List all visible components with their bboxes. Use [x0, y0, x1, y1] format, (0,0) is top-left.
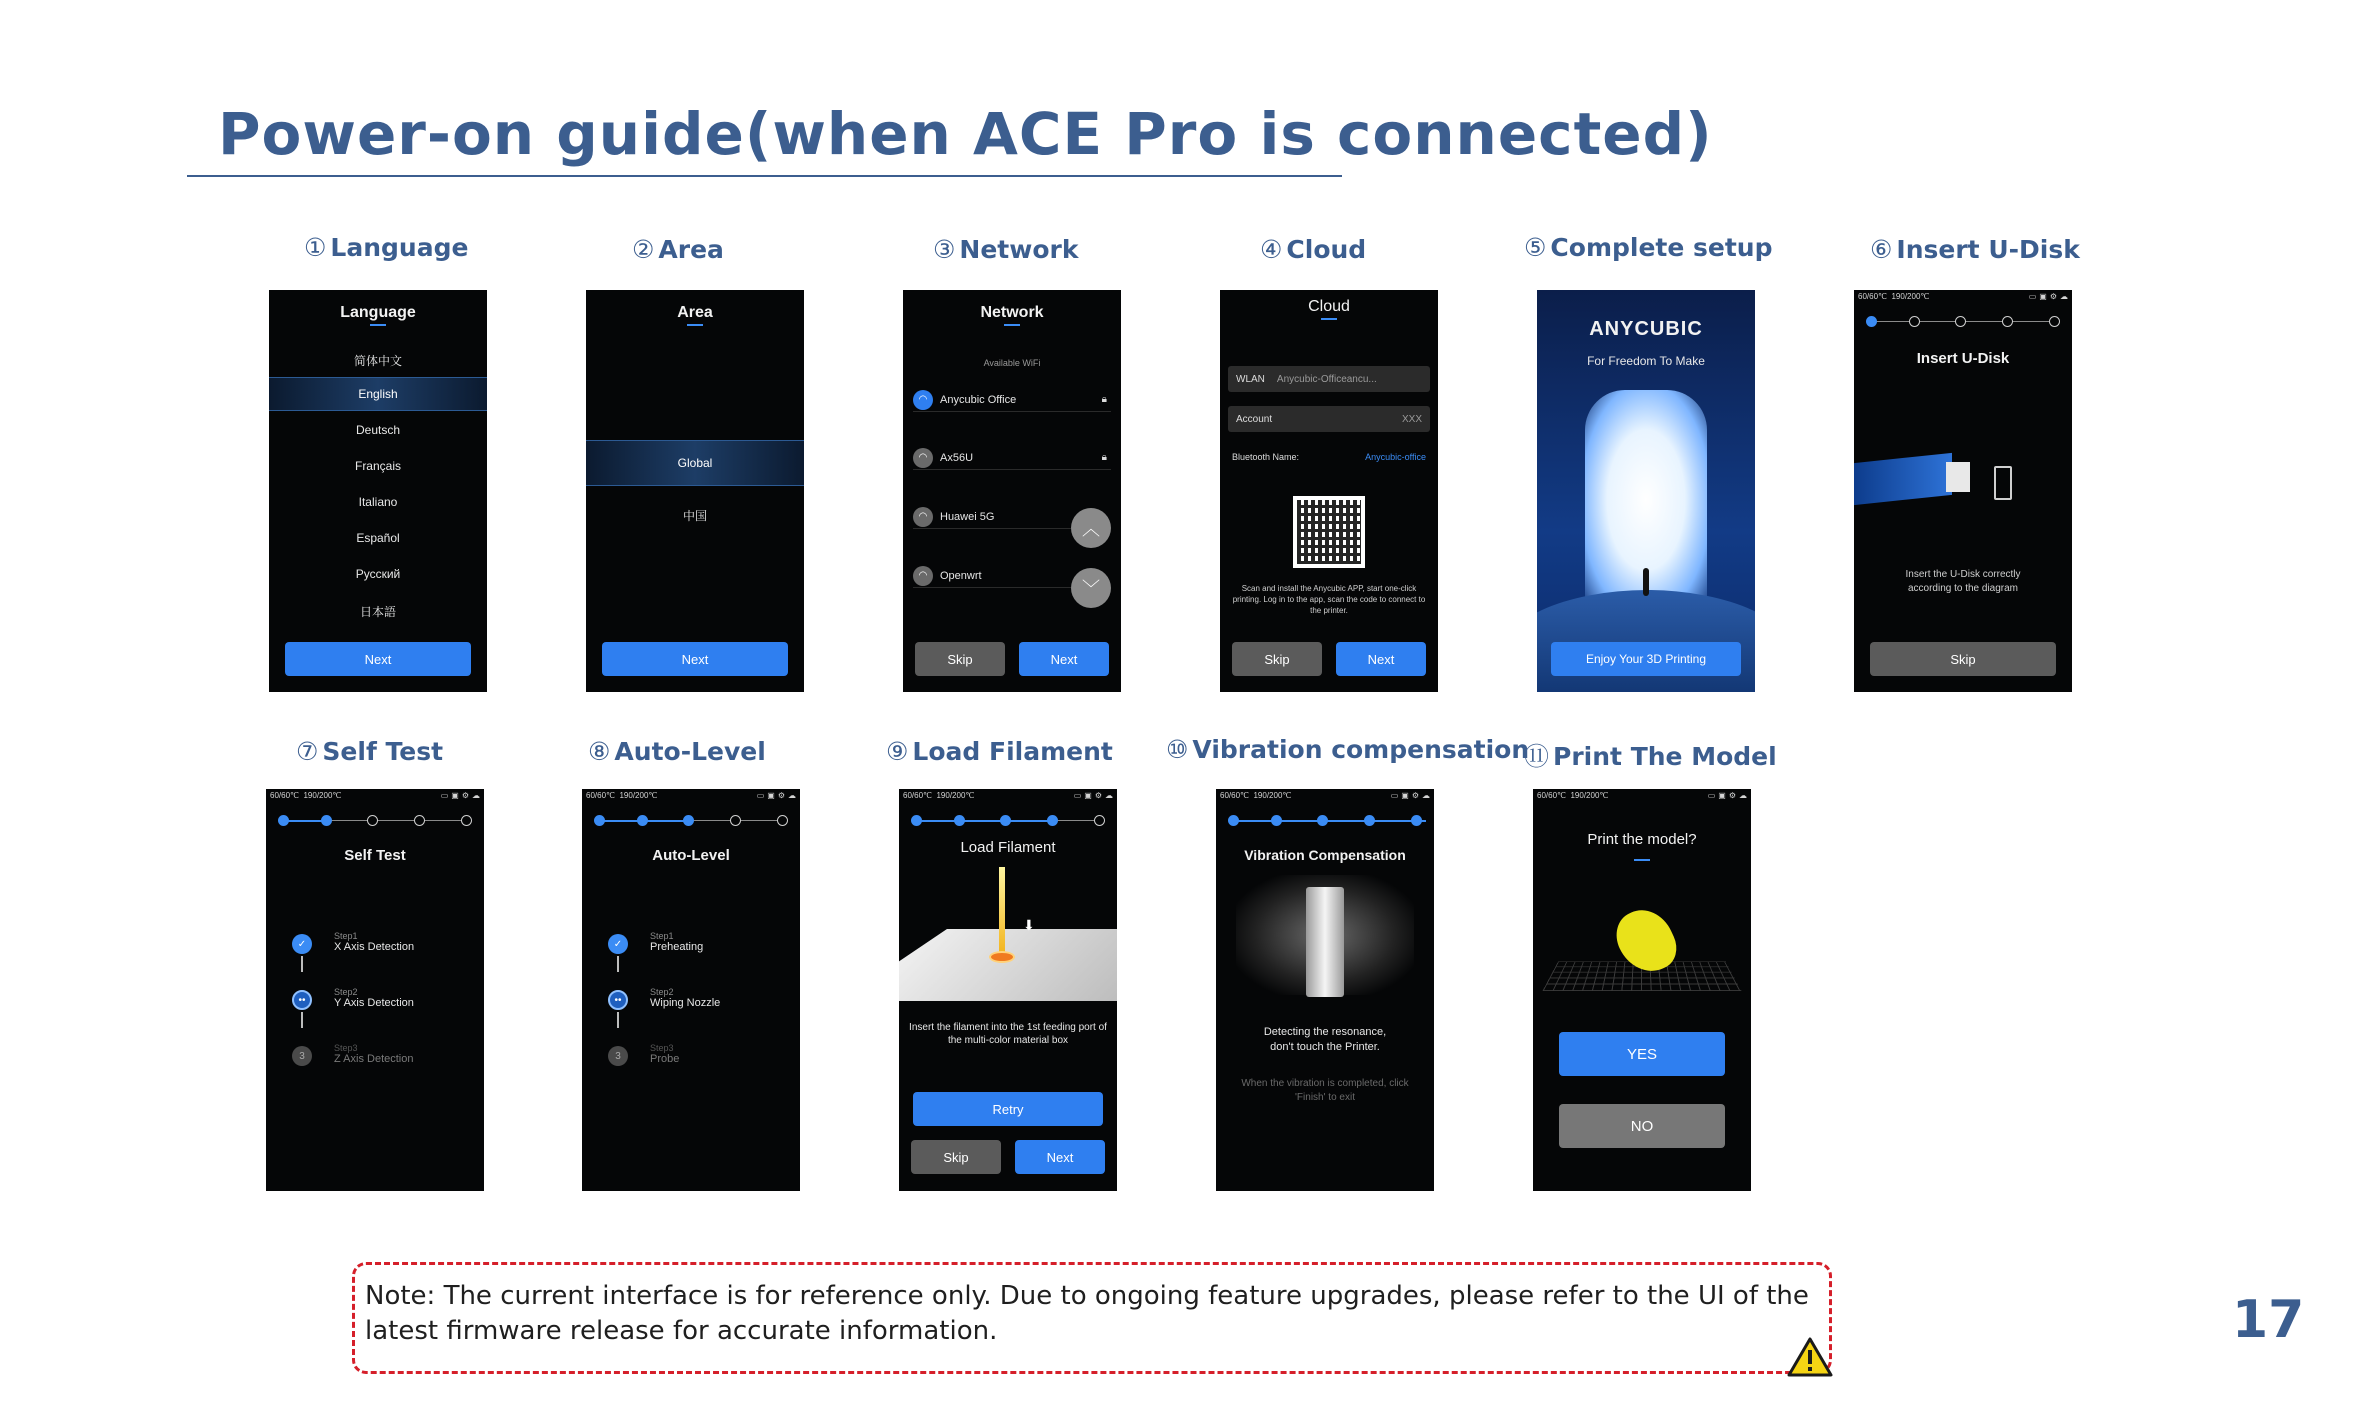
wifi-icon: ◠ [913, 448, 933, 468]
status-bar: 60/60℃ 190/200℃ ▭ ▣ ⚙ ☁ [1858, 292, 2068, 301]
udisk-hint: Insert the U-Disk correctly according to the diagram [1905, 569, 2021, 594]
screen-complete-setup [1537, 290, 1755, 692]
status-bar: 60/60℃ 190/200℃ ▭ ▣ ⚙ ☁ [903, 791, 1113, 800]
setup-progress [278, 815, 472, 827]
step-label-area: ② Area [632, 235, 724, 264]
splash-hill [1537, 590, 1755, 692]
cloud-instructions: Scan and install the Anycubic APP, start one-click printing. Log in to the app, scan the code to connect to the printer. [1232, 584, 1426, 615]
screen-title: Print the model? [1587, 831, 1697, 848]
status-bar: 60/60℃ 190/200℃ ▭ ▣ ⚙ ☁ [586, 791, 796, 800]
screen-title: Self Test [344, 847, 406, 864]
qr-code [1293, 496, 1365, 568]
step-connector [301, 956, 303, 972]
arrow-down-icon: ⬇ [1023, 917, 1035, 933]
setup-progress [1866, 316, 2060, 328]
in-progress-icon: •• [608, 990, 628, 1010]
setup-progress [594, 815, 788, 827]
skip-button[interactable]: Skip [915, 642, 1005, 676]
next-button[interactable]: Next [602, 642, 788, 676]
step-label-language: ① Language [304, 233, 469, 262]
screen-load-filament [899, 789, 1117, 1191]
account-field[interactable]: Account XXX [1228, 406, 1430, 432]
yes-button[interactable]: YES [1559, 1032, 1725, 1076]
skip-button[interactable]: Skip [1870, 642, 2056, 676]
title-underline [1004, 324, 1020, 326]
filament-hint: Insert the filament into the 1st feeding port of the multi-color material box [909, 1022, 1107, 1046]
self-test-step: Step3 Z Axis Detection [334, 1043, 414, 1065]
language-option[interactable]: Italiano [358, 495, 398, 509]
lock-icon: 🔒︎ [1101, 452, 1107, 463]
wifi-item[interactable] [913, 446, 1111, 470]
self-test-step: Step2 Y Axis Detection [334, 987, 414, 1009]
auto-level-step: Step1 Preheating [650, 931, 704, 953]
scroll-down-button[interactable]: ﹀ [1071, 568, 1111, 608]
lock-icon: 🔒︎ [1101, 394, 1107, 405]
wifi-item[interactable] [913, 505, 1071, 529]
next-button[interactable]: Next [1336, 642, 1426, 676]
screen-title: Area [677, 304, 713, 321]
wifi-icon: ◠ [913, 390, 933, 410]
vibration-hint-secondary: When the vibration is completed, click 'Finish' to exit [1241, 1078, 1409, 1103]
printer-head-illustration [1306, 887, 1344, 997]
usb-port [1994, 466, 2012, 500]
filament-strand [999, 867, 1005, 957]
step-label-self-test: ⑦ Self Test [296, 737, 444, 766]
wlan-field[interactable]: WLAN Anycubic-Officeancu... [1228, 366, 1430, 392]
step-label-cloud: ④ Cloud [1260, 235, 1367, 264]
vibration-hint: Detecting the resonance, don't touch the Printer. [1263, 1026, 1387, 1053]
retry-button[interactable]: Retry [913, 1092, 1103, 1126]
step-connector [617, 956, 619, 972]
warning-icon [1787, 1337, 1833, 1377]
note-text: Note: The current interface is for reference only. Due to ongoing feature upgrades, please refer to the UI of the latest firmware release for accurate information. [365, 1281, 1809, 1346]
pending-step-icon: 3 [292, 1046, 312, 1066]
page-number: 17 [2232, 1290, 2305, 1350]
step-connector [301, 1012, 303, 1028]
feeding-port [989, 951, 1015, 963]
screen-auto-level [582, 789, 800, 1191]
title-underline [1321, 318, 1337, 320]
note-box [352, 1262, 1832, 1374]
step-label-insert-udisk: ⑥ Insert U-Disk [1870, 235, 2080, 264]
scroll-up-button[interactable]: ︿ [1071, 508, 1111, 548]
screen-network [903, 290, 1121, 692]
next-button[interactable]: Next [285, 642, 471, 676]
wifi-name: Anycubic Office [940, 393, 1017, 406]
area-option[interactable]: 中国 [682, 509, 707, 523]
screen-title: Cloud [1308, 298, 1350, 315]
usb-stick [1854, 453, 1952, 505]
step-label-auto-level: ⑧ Auto-Level [588, 737, 766, 766]
setup-progress [911, 815, 1105, 827]
bluetooth-label: Bluetooth Name: [1232, 452, 1300, 462]
brand-tagline: For Freedom To Make [1587, 354, 1705, 368]
title-underline [1634, 859, 1650, 861]
setup-progress [1228, 815, 1422, 827]
bluetooth-name: Anycubic-office [1365, 452, 1426, 462]
person-silhouette [1643, 568, 1649, 596]
screen-title: Language [340, 304, 416, 321]
in-progress-icon: •• [292, 990, 312, 1010]
title-divider [187, 175, 1342, 177]
language-option[interactable]: 简体中文 [353, 354, 402, 368]
screen-insert-udisk [1854, 290, 2072, 692]
self-test-step: Step1 X Axis Detection [334, 931, 415, 953]
screen-title: Vibration Compensation [1244, 847, 1406, 863]
wifi-name: Huawei 5G [940, 510, 995, 523]
next-button[interactable]: Next [1015, 1140, 1105, 1174]
title-underline [687, 324, 703, 326]
no-button[interactable]: NO [1559, 1104, 1725, 1148]
wifi-name: Ax56U [940, 451, 974, 464]
screen-title: Load Filament [960, 839, 1056, 856]
title-underline [370, 324, 386, 326]
language-option[interactable]: Deutsch [355, 423, 401, 437]
status-bar: 60/60℃ 190/200℃ ▭ ▣ ⚙ ☁ [1537, 791, 1747, 800]
screen-title: Insert U-Disk [1916, 350, 2010, 367]
screen-language [269, 290, 487, 692]
step-label-network: ③ Network [933, 235, 1079, 264]
language-option[interactable]: Русский [355, 567, 401, 581]
screen-cloud [1220, 290, 1438, 692]
language-option[interactable]: 日本語 [359, 605, 396, 619]
enjoy-printing-button[interactable]: Enjoy Your 3D Printing [1551, 642, 1741, 676]
page-title: Power-on guide(when ACE Pro is connected) [218, 100, 1713, 168]
skip-button[interactable]: Skip [1232, 642, 1322, 676]
screen-area [586, 290, 804, 692]
screen-vibration-compensation [1216, 789, 1434, 1191]
usb-connector [1946, 462, 1970, 492]
screen-print-model [1533, 789, 1751, 1191]
step-connector [617, 1012, 619, 1028]
screen-title: Auto-Level [652, 847, 730, 864]
material-box-illustration [899, 929, 1117, 1001]
status-bar: 60/60℃ 190/200℃ ▭ ▣ ⚙ ☁ [1220, 791, 1430, 800]
screen-title: Network [980, 304, 1044, 321]
brand-logo: ANYCUBIC [1589, 318, 1703, 340]
area-option-selected[interactable]: Global [677, 456, 713, 470]
auto-level-step: Step2 Wiping Nozzle [650, 987, 721, 1009]
step-label-vibration-compensation: ⑩ Vibration compensation [1166, 735, 1530, 764]
skip-button[interactable]: Skip [911, 1140, 1001, 1174]
pending-step-icon: 3 [608, 1046, 628, 1066]
check-icon: ✓ [608, 934, 628, 954]
auto-level-step: Step3 Probe [650, 1043, 680, 1065]
wifi-item[interactable] [913, 388, 1111, 412]
status-bar: 60/60℃ 190/200℃ ▭ ▣ ⚙ ☁ [270, 791, 480, 800]
step-label-print-model: ⑪ Print The Model [1524, 742, 1777, 771]
language-option-selected[interactable]: English [358, 387, 398, 401]
language-option[interactable]: Français [354, 459, 401, 473]
wifi-icon: ◠ [913, 507, 933, 527]
available-wifi-label: Available WiFi [983, 358, 1041, 368]
language-option[interactable]: Español [356, 531, 400, 545]
step-label-complete-setup: ⑤ Complete setup [1524, 233, 1773, 262]
wifi-name: Openwrt [940, 569, 982, 582]
step-label-load-filament: ⑨ Load Filament [886, 737, 1113, 766]
wifi-item[interactable] [913, 564, 1071, 588]
wifi-icon: ◠ [913, 566, 933, 586]
screen-self-test [266, 789, 484, 1191]
next-button[interactable]: Next [1019, 642, 1109, 676]
check-icon: ✓ [292, 934, 312, 954]
